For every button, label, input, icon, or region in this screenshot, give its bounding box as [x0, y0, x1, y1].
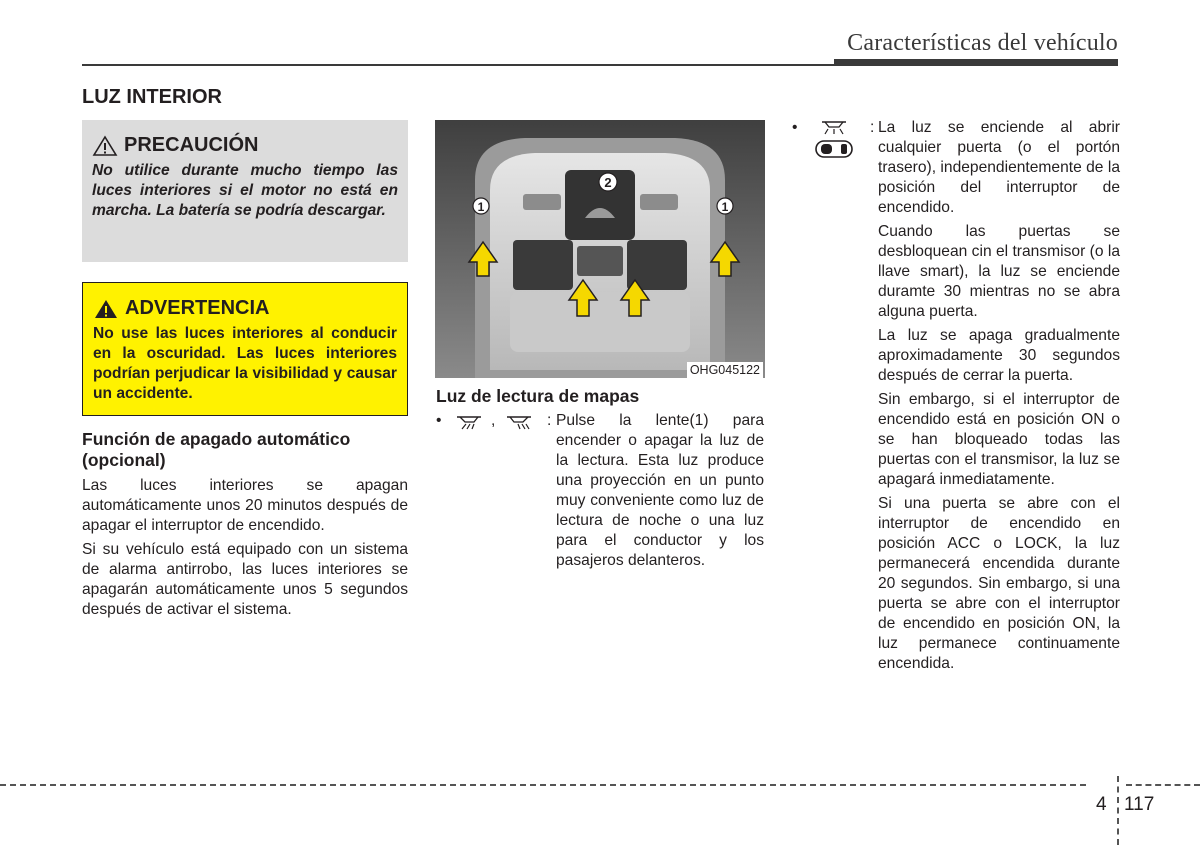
door-lamp-paragraph-3: La luz se apaga gradualmente aproximadamente 30 segundos después de cerrar la puerta.	[878, 327, 1120, 384]
auto-off-section	[82, 429, 408, 624]
caution-box	[82, 120, 408, 262]
footer-dash-rule-right	[1126, 784, 1200, 786]
map-lamp-text: Pulse la lente(1) para encender o apagar la luz de la lectura. Esta luz produce una proyección en un punto muy conveniente como luz de lectura de noche o una luz para el conductor y los pasajeros delanteros.	[556, 412, 764, 569]
door-lamp-paragraph-1: La luz se enciende al abrir cualquier puerta (o el portón trasero), independientemente de la posición del interruptor de encendido.	[878, 119, 1120, 216]
figure-label-1-right: 1	[721, 200, 729, 214]
warning-text: No use las luces interiores al conducir en la oscuridad. Las luces interiores podrían perjudicar la visibilidad y causar un accidente.	[93, 325, 397, 402]
chapter-number: 4	[1096, 794, 1107, 815]
caution-text: No utilice durante mucho tiempo las luces interiores si el motor no está en marcha. La batería se podría descargar.	[92, 162, 398, 219]
overhead-console-figure	[435, 120, 765, 378]
figure-code: OHG045122	[687, 362, 763, 378]
footer-dash-rule-left	[0, 784, 1086, 786]
door-lamp-paragraph-5: Si una puerta se abre con el interruptor de encendido en posición ACC o LOCK, la luz permanecerá encendida durante 20 segundos. Sin embargo, si una puerta se abre con el interruptor de encendido en posición ON, la luz permanece continuamente encendida.	[878, 495, 1120, 672]
auto-off-paragraph-2: Si su vehículo está equipado con un sistema de alarma antirrobo, las luces interiores se apagarán automáticamente unos 5 segundos después de activar el sistema.	[82, 541, 408, 618]
door-lamp-icon	[814, 119, 854, 161]
map-lamp-icon-separator: ,	[491, 412, 496, 429]
door-lamp-paragraph-2: Cuando las puertas se desbloquean cin el transmisor (o la llave smart), la luz se enciende duramte 30 mientras no se abra alguna puerta.	[878, 223, 1120, 320]
header-rule-accent	[834, 59, 1118, 66]
auto-off-heading-line2: (opcional)	[82, 450, 166, 470]
overhead-console-illustration	[435, 120, 765, 378]
running-header: Características del vehículo	[847, 30, 1118, 56]
map-lamp-right-icon	[504, 414, 534, 430]
figure-label-2: 2	[604, 175, 612, 190]
caution-triangle-icon	[92, 135, 118, 157]
section-title: LUZ INTERIOR	[82, 86, 222, 108]
warning-box	[82, 282, 408, 416]
warning-title: ADVERTENCIA	[125, 297, 270, 319]
auto-off-heading-line1: Función de apagado automático	[82, 429, 351, 449]
door-lamp-paragraph-4: Sin embargo, si el interruptor de encendido está en posición ON o se han bloqueado todas las puertas con el transmisor, la luz se apagará inmediatamente.	[878, 391, 1120, 488]
figure-label-1-left: 1	[477, 200, 485, 214]
warning-triangle-icon	[93, 298, 119, 320]
caution-title: PRECAUCIÓN	[124, 134, 259, 156]
map-lamp-section	[436, 386, 766, 591]
page-number: 117	[1124, 794, 1155, 815]
map-lamp-bullet: •	[436, 412, 442, 429]
footer-vertical-rule	[1117, 776, 1119, 845]
map-lamp-left-icon	[454, 414, 484, 430]
auto-off-paragraph-1: Las luces interiores se apagan automáticamente unos 20 minutos después de apagar el interruptor de encendido.	[82, 477, 408, 534]
door-lamp-bullet: •	[792, 119, 798, 136]
map-lamp-colon: :	[547, 412, 552, 429]
map-lamp-heading: Luz de lectura de mapas	[436, 386, 640, 406]
door-lamp-colon: :	[870, 119, 875, 136]
